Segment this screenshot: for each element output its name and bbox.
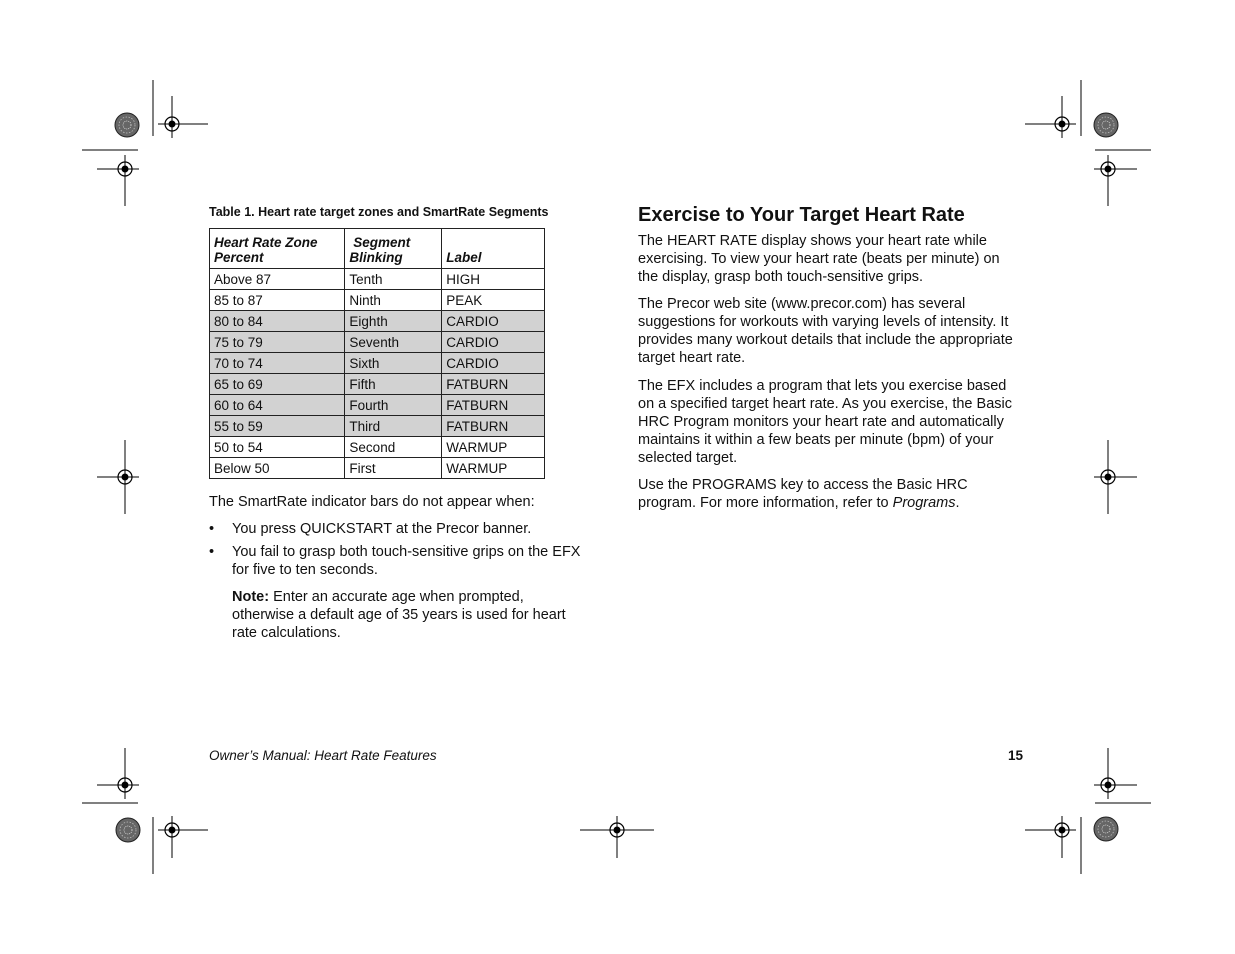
footer-title: Owner’s Manual: Heart Rate Features (209, 748, 437, 763)
cell-segment: Third (345, 416, 442, 437)
paragraph-efx-program: The EFX includes a program that lets you exercise based on a specified target heart rate. As you exercise, the Basic HRC Program monitors your heart rate and automatically maintains it within a few beats per minute (bpm) of your selected target. (638, 378, 1012, 466)
bullet-symbol: • (209, 544, 215, 560)
cell-segment: Ninth (345, 290, 442, 311)
smartrate-intro: The SmartRate indicator bars do not appear when: (209, 494, 535, 510)
section-heading: Exercise to Your Target Heart Rate (638, 204, 965, 226)
table-row (210, 374, 545, 395)
table-row (210, 311, 545, 332)
table-row (210, 416, 545, 437)
cell-percent: Above 87 (210, 269, 345, 290)
header-heart-rate-zone-percent: Heart Rate Zone Percent (210, 229, 345, 269)
table-row (210, 269, 545, 290)
list-item-text: You fail to grasp both touch-sensitive grips on the EFX for five to ten seconds. (232, 544, 581, 578)
cell-label: PEAK (442, 290, 545, 311)
cell-segment: Fourth (345, 395, 442, 416)
programs-reference: Programs (892, 495, 956, 511)
table-row (210, 437, 545, 458)
cell-label: HIGH (442, 269, 545, 290)
cell-segment: Sixth (345, 353, 442, 374)
cell-percent: 55 to 59 (210, 416, 345, 437)
cell-segment: Tenth (345, 269, 442, 290)
registration-mark-middle-right (1094, 440, 1137, 514)
header-label: Label (442, 229, 545, 269)
paragraph-programs-key: Use the PROGRAMS key to access the Basic HRC program. For more information, refer to Programs. (638, 477, 968, 511)
note: Note: Enter an accurate age when prompted, otherwise a default age of 35 years is used for heart rate calculations. (232, 589, 566, 641)
cell-segment: Seventh (345, 332, 442, 353)
cell-segment: Eighth (345, 311, 442, 332)
paragraph-precor-website: The Precor web site (www.precor.com) has several suggestions for workouts with varying levels of intensity. It provides many workout details that include the appropriate target heart rate. (638, 296, 1013, 366)
table-row (210, 290, 545, 311)
page-number: 15 (1008, 748, 1024, 763)
cell-label: CARDIO (442, 353, 545, 374)
note-label: Note: (232, 589, 270, 605)
cell-percent: 75 to 79 (210, 332, 345, 353)
registration-mark-top-left (82, 80, 208, 206)
table-row (210, 353, 545, 374)
cell-label: CARDIO (442, 332, 545, 353)
bullet-symbol: • (209, 521, 215, 537)
cell-label: CARDIO (442, 311, 545, 332)
cell-percent: 65 to 69 (210, 374, 345, 395)
table-row (210, 458, 545, 479)
cell-label: FATBURN (442, 374, 545, 395)
cell-percent: 60 to 64 (210, 395, 345, 416)
registration-mark-bottom-left (82, 748, 208, 874)
registration-mark-bottom-center (580, 816, 654, 858)
cell-segment: First (345, 458, 442, 479)
registration-mark-middle-left (97, 440, 139, 514)
cell-segment: Fifth (345, 374, 442, 395)
cell-segment: Second (345, 437, 442, 458)
cell-percent: 70 to 74 (210, 353, 345, 374)
registration-mark-bottom-right (1025, 748, 1151, 874)
cell-percent: 50 to 54 (210, 437, 345, 458)
registration-mark-top-right (1025, 80, 1151, 206)
table-row (210, 332, 545, 353)
list-item-text: You press QUICKSTART at the Precor banner. (232, 521, 532, 537)
cell-percent: Below 50 (210, 458, 345, 479)
table-row (210, 395, 545, 416)
cell-percent: 85 to 87 (210, 290, 345, 311)
header-segment-blinking: Segment Blinking (345, 229, 442, 269)
cell-label: FATBURN (442, 395, 545, 416)
paragraph-heart-rate-display: The HEART RATE display shows your heart rate while exercising. To view your heart rate (beats per minute) on the display, grasp both touch-sensitive grips. (638, 233, 1000, 285)
cell-label: WARMUP (442, 437, 545, 458)
table-header-row (210, 229, 545, 269)
table-caption: Table 1. Heart rate target zones and SmartRate Segments (209, 205, 549, 219)
cell-label: WARMUP (442, 458, 545, 479)
cell-label: FATBURN (442, 416, 545, 437)
heart-rate-zones-table (209, 228, 545, 479)
cell-percent: 80 to 84 (210, 311, 345, 332)
